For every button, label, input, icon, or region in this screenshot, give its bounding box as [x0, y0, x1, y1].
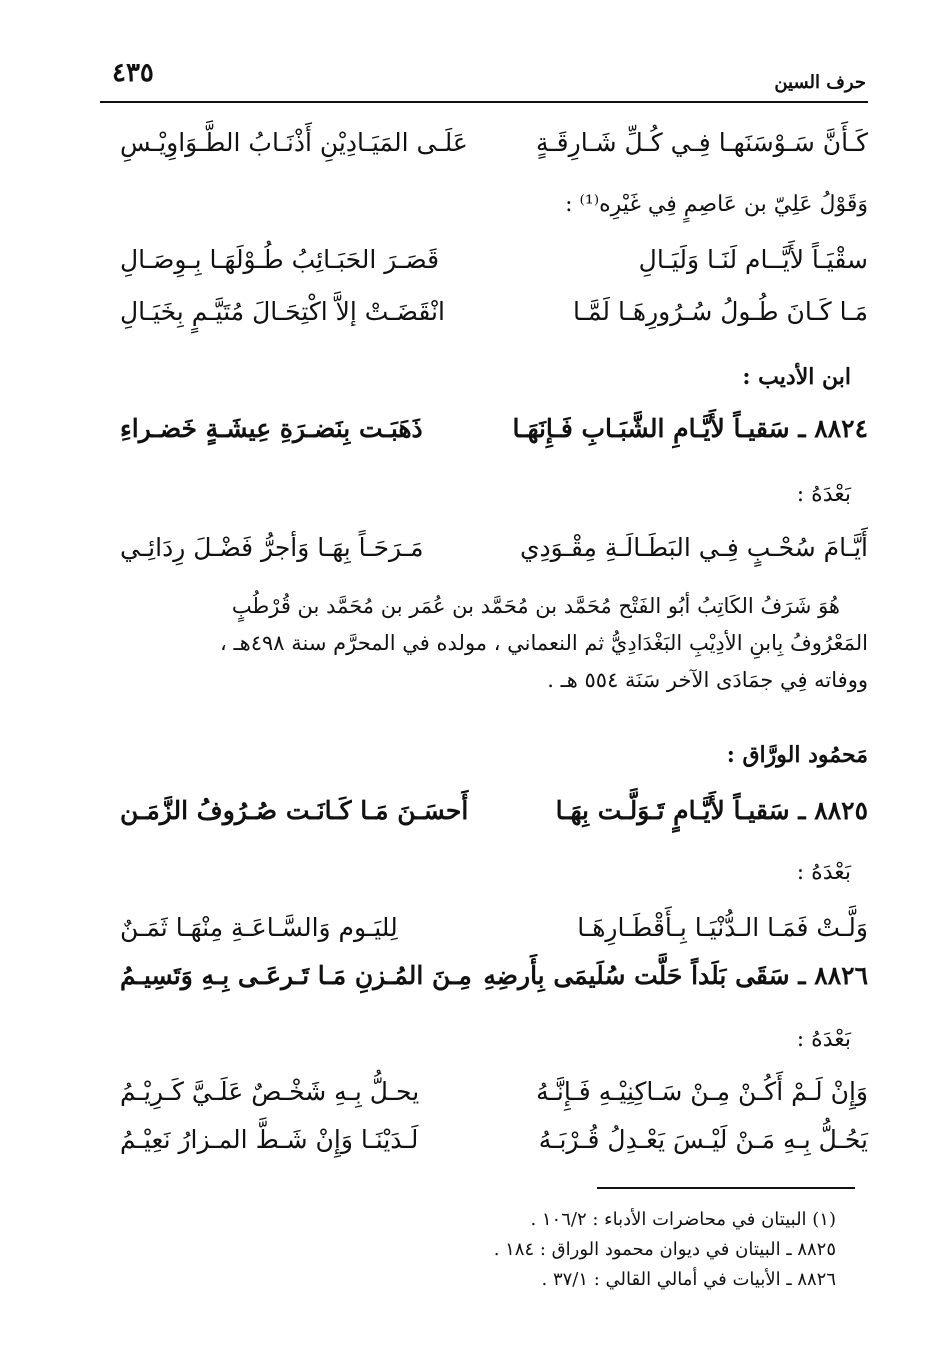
verse-second-hemistich: لَـدَيْنَـا وَإِنْ شَـطَّ المـزارُ نَعِيْـمُ	[120, 1125, 419, 1154]
verse-text: سَقيـاً لأَيَّـامِ الشَّبَـابِ فَـإِنَهَـا	[512, 414, 790, 443]
verse-second-hemistich: مَـرَحَـاً بِهَـا وَأجرُّ فَضْـلَ رِدَائِـي	[120, 533, 424, 562]
verse-number: ٨٨٢٦ ـ	[798, 961, 868, 990]
bio-line-1: هُوَ شَرَفُ الكَاتِبُ أبُو الفَتْح مُحَمَّد بن مُحَمَّد بن عُمَر بن مُحَمَّد بن قُرْطُبٍ	[231, 594, 840, 618]
verse-8825-b	[120, 913, 868, 967]
verse-8826-b-2	[120, 1125, 868, 1179]
verse-8824-b	[120, 533, 868, 587]
verse-first-hemistich: كَـأَنَّ سَـوْسَنَهـا فِـي كُـلِّ شَـارِقَـةٍ	[535, 128, 868, 157]
running-title: حرف السين	[774, 72, 866, 93]
verse-second-hemistich: عَلَـى المَيَـادِيْنِ أَذْنَـابُ الطَّـوَاوِيْـسِ	[120, 128, 468, 157]
verse-first-hemistich	[483, 961, 868, 990]
verse-sawsan	[120, 128, 868, 182]
verse-ali-2	[120, 297, 868, 351]
header-rule	[100, 101, 868, 103]
verse-second-hemistich: لِليَـوم وَالسَّـاعَـةِ مِنْهَـا ثَمَـنٌ	[120, 913, 398, 942]
biography-paragraph	[100, 588, 868, 699]
verse-ali-1	[120, 245, 868, 299]
poet-ibn-al-adeeb: ابن الأديب :	[742, 364, 851, 390]
label-after: بَعْدَهُ :	[796, 482, 851, 507]
verse-first-hemistich: مَـا كَـانَ طُـولُ سُـرُورِهَـا لَمَّـا	[573, 297, 868, 326]
verse-first-hemistich: سقْيَـاً لأَيَّــام لَنَـا وَلَيَـالِ	[638, 245, 868, 274]
page-header	[100, 58, 866, 98]
verse-first-hemistich	[508, 414, 868, 443]
verse-first-hemistich: أَيَّـامَ سُحْـبٍ فِـي البَطَـالَـةِ مِقْـوَدِي	[519, 533, 868, 562]
footnote-1: (١) البيتان في محاضرات الأدباء : ١٠٦/٢ .	[530, 1209, 836, 1230]
verse-text: سَقَى بَلَداً حَلَّت سُلَيمَى بِأَرضِهِ	[483, 961, 790, 990]
verse-8826-b-1	[120, 1077, 868, 1131]
verse-second-hemistich: انْقَضَـتْ إلاَّ اكْتِحَـالَ مُتَيَّـمٍ بِخَيَـالِ	[120, 297, 445, 326]
page-number: ٤٣٥	[112, 58, 154, 88]
verse-number: ٨٨٢٥ ـ	[798, 796, 868, 825]
verse-first-hemistich: وَلَّـتْ فَمَـا الـدُّنْيَـا بِـأَقْطَـارِهَـا	[577, 913, 868, 942]
verse-first-hemistich: يَحُـلُّ بِـهِ مَـنْ لَيْـسَ يَعْـدِلُ قُـرْبَـهُ	[538, 1125, 868, 1154]
verse-number: ٨٨٢٤ ـ	[798, 414, 868, 443]
poet-mahmud-al-warraq: مَحمُود الورَّاق :	[726, 742, 868, 768]
footnote-rule	[597, 1187, 855, 1189]
verse-second-hemistich: ذَهَبَـت بِنَضـرَةِ عِيشَـةٍ خَضـراءِ	[120, 414, 423, 443]
label-after: بَعْدَهُ :	[796, 860, 851, 885]
bio-line-2: المَعْرُوفُ بِابنِ الأدِيْبِ البَغْدَادِيُّ ثم النعماني ، مولده في المحرَّم سنة ٤٩٨هـ ،	[220, 631, 868, 655]
verse-first-hemistich: وَإِنْ لَـمْ أَكُـنْ مِـنْ سَـاكِنِيْـهِ فَـإِنَّـهُ	[536, 1077, 868, 1106]
verse-second-hemistich: يحـلُّ بِـهِ شَخْـصٌ عَلَـيَّ كَـرِيْـمُ	[120, 1077, 420, 1106]
intro-ali-bin-asim: وَقَوْلُ عَلِيّ بن عَاصِمٍ فِي غَيْرِه⁽¹⁾ :	[565, 192, 868, 217]
footnotes	[494, 1205, 836, 1295]
footnote-8826: ٨٨٢٦ ـ الأبيات في أمالي القالي : ٣٧/١ .	[541, 1269, 836, 1290]
footnote-8825: ٨٨٢٥ ـ البيتان في ديوان محمود الوراق : ١٨٤ .	[493, 1239, 836, 1260]
verse-second-hemistich: قَصَـرَ الحَبَـائِبُ طُـوْلَهَـا بِـوِصَـالِ	[120, 245, 440, 274]
verse-8826	[120, 961, 868, 1015]
verse-text: سَقيـاً لأَيَّـامٍ تَـوَلَّـت بِهَـا	[555, 796, 790, 825]
verse-first-hemistich	[508, 796, 868, 825]
verse-8825	[120, 796, 868, 850]
label-after: بَعْدَهُ :	[796, 1027, 851, 1052]
bio-line-3: ووفاته فِي جمَادَى الآخر سَنَة ٥٥٤ هـ .	[547, 668, 868, 692]
verse-8824	[120, 414, 868, 468]
verse-second-hemistich: مِـنَ المُـزنِ مَـا تَـرعَـى بِـهِ وَتَسِيـمُ	[120, 961, 472, 990]
verse-second-hemistich: أَحسَـنَ مَـا كَـانَـت صُـرُوفُ الزَّمَـن	[120, 796, 469, 825]
